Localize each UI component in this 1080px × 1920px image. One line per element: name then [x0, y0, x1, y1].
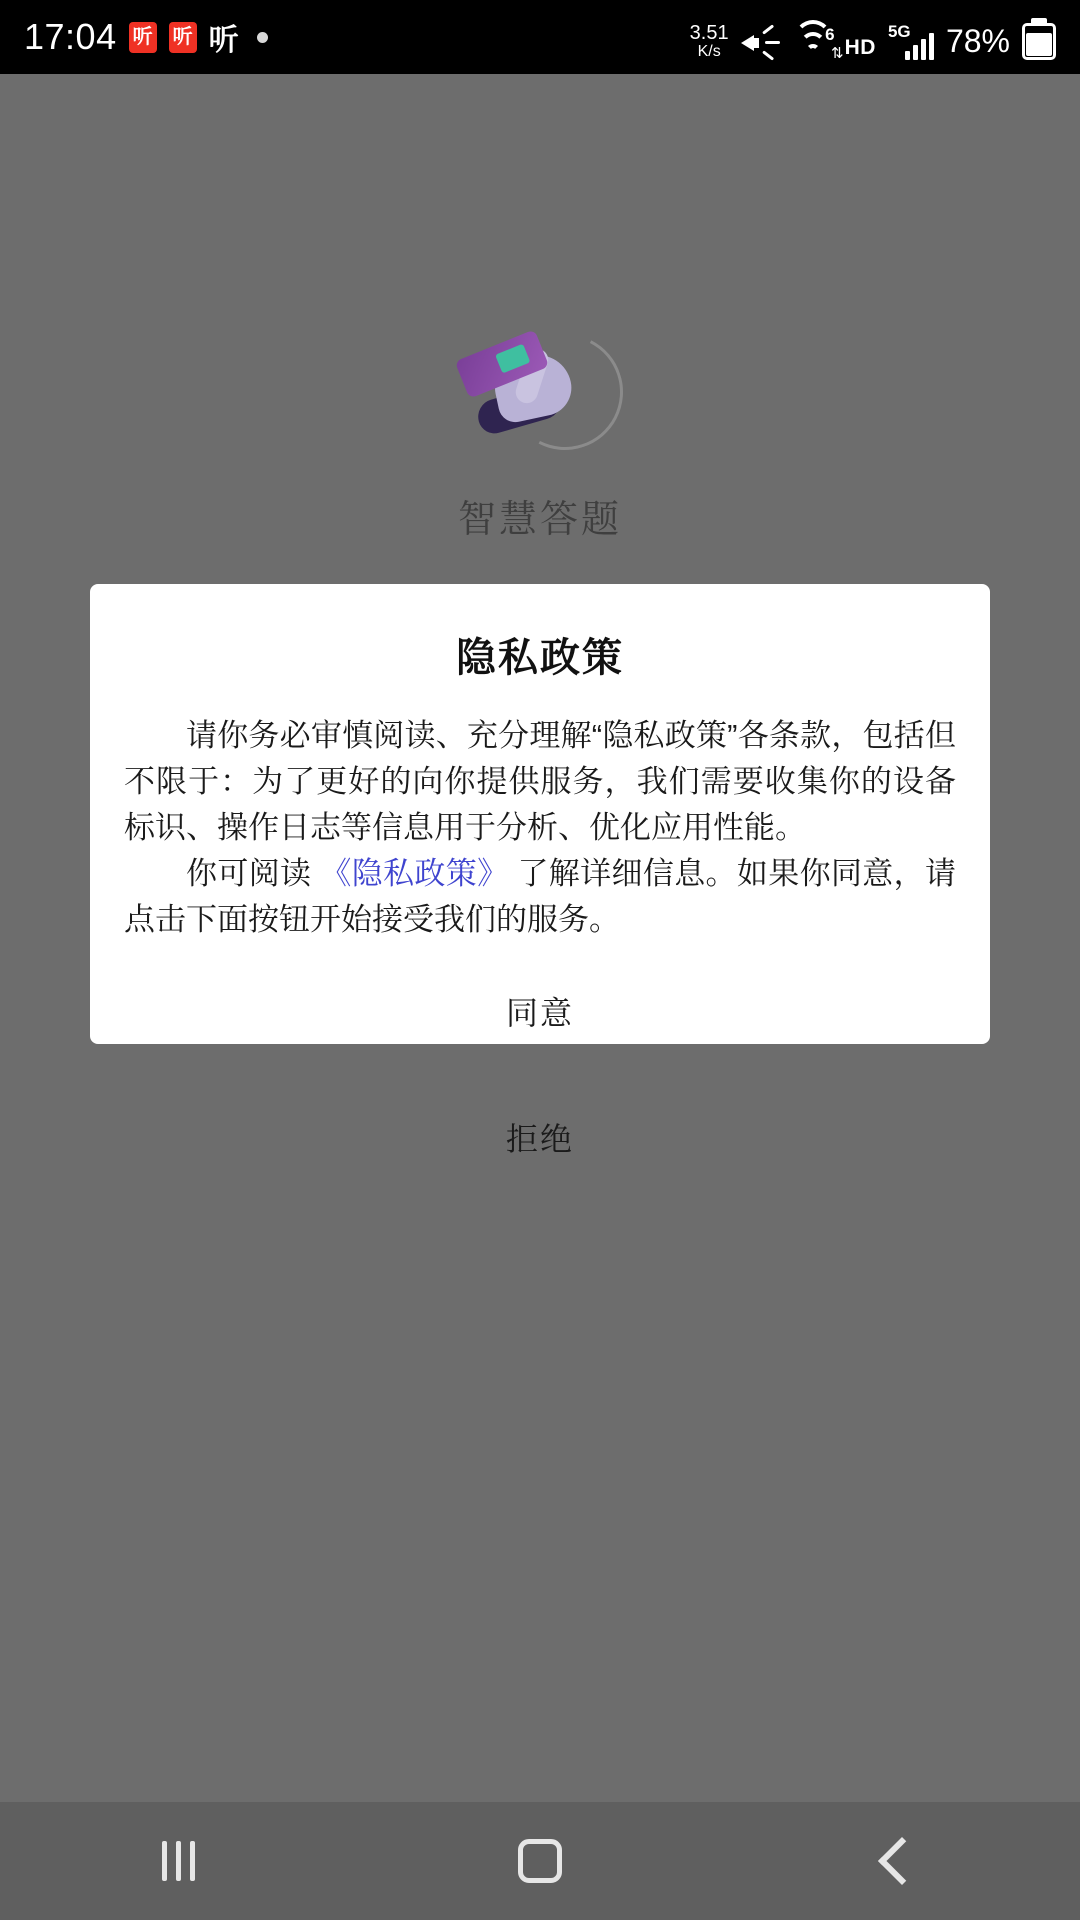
mute-icon: [741, 26, 781, 60]
wifi-updown-icon: ⇅: [831, 45, 844, 62]
hd-icon: HD: [844, 36, 876, 59]
battery-icon: [1022, 18, 1056, 60]
battery-percent: 78%: [945, 23, 1010, 59]
back-icon[interactable]: [877, 1837, 925, 1885]
dialog-paragraph-2-before: 你可阅读: [186, 855, 321, 891]
dialog-title: 隐私政策: [456, 636, 624, 680]
status-bar-right: [690, 0, 1056, 74]
network-speed-unit: K/s: [697, 42, 721, 60]
privacy-policy-dialog: [90, 584, 990, 1158]
wifi-icon: [793, 25, 844, 62]
system-navigation-bar: [0, 1802, 1080, 1920]
notification-badge-1: 听: [129, 22, 157, 53]
privacy-policy-link[interactable]: 《隐私政策》: [320, 855, 509, 891]
dialog-paragraph-2-after: 了解详细信息。如果你同意，请点击下面按钮开始接受我们的服务。: [124, 855, 956, 937]
wifi-level-label: 6: [825, 25, 835, 44]
status-bar-left: [24, 15, 268, 59]
network-speed: [690, 23, 729, 60]
app-logo-icon: [455, 330, 625, 470]
status-clock: 17:04: [24, 16, 117, 57]
status-bar: [0, 0, 1080, 74]
app-branding: [0, 330, 1080, 543]
agree-button[interactable]: 同意: [124, 974, 956, 1048]
home-icon[interactable]: [518, 1839, 562, 1883]
dialog-paragraph-2: [124, 851, 956, 943]
recent-apps-icon[interactable]: [162, 1841, 195, 1881]
reject-button[interactable]: 拒绝: [124, 1100, 956, 1174]
dialog-actions: [124, 974, 956, 1174]
dialog-body: [90, 683, 990, 1174]
cellular-signal-icon: [887, 22, 934, 60]
notification-badge-2: 听: [169, 22, 197, 53]
listen-icon: 听: [208, 24, 239, 57]
app-name: 智慧答题: [457, 499, 622, 541]
notification-dot-icon: [257, 32, 268, 43]
network-speed-value: 3.51: [689, 22, 729, 45]
cellular-generation-label: 5G: [887, 22, 911, 41]
dialog-paragraph-1: 请你务必审慎阅读、充分理解“隐私政策”各条款，包括但不限于：为了更好的向你提供服务，我们需要收集你的设备标识、操作日志等信息用于分析、优化应用性能。: [124, 718, 956, 845]
